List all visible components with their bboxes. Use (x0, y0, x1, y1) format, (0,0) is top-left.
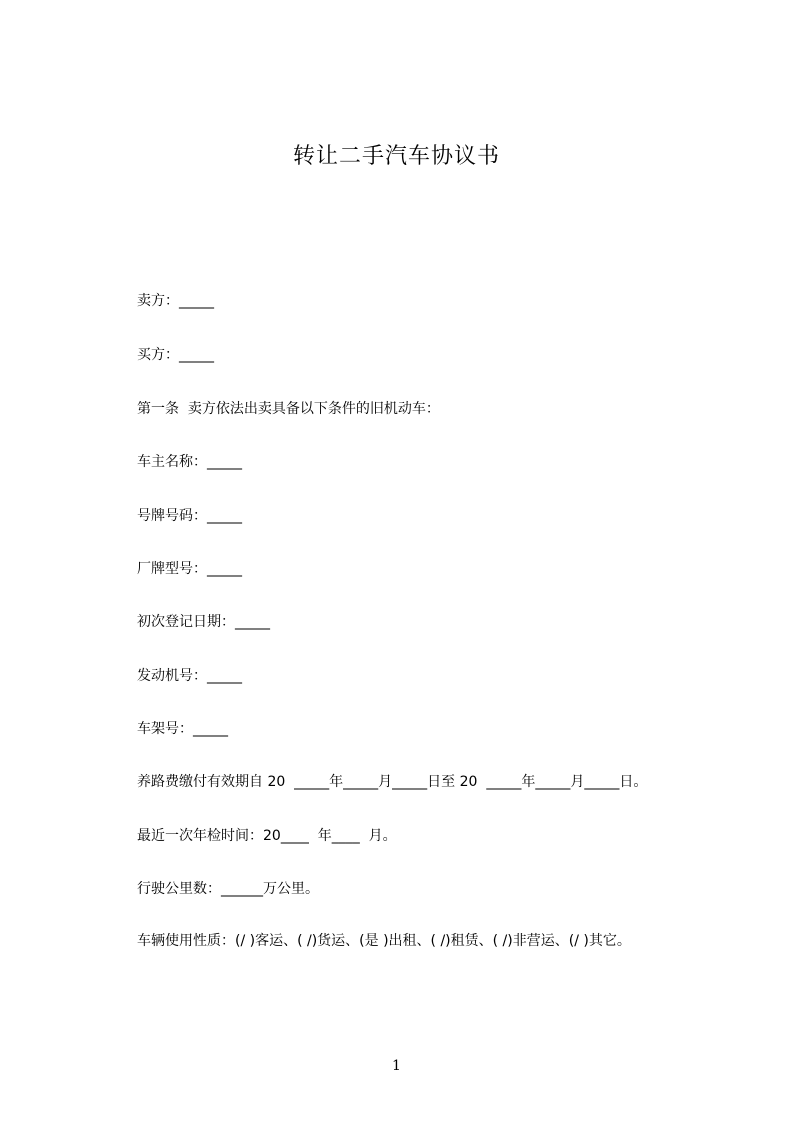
seller-line: 卖方：_____ (137, 293, 214, 309)
plate-number-line: 号牌号码：_____ (137, 508, 242, 524)
mileage-line: 行驶公里数：______万公里。 (137, 881, 319, 897)
first-registration-line: 初次登记日期：_____ (137, 614, 270, 630)
engine-number-line: 发动机号：_____ (137, 668, 242, 684)
brand-model-line: 厂牌型号：_____ (137, 561, 242, 577)
document-title: 转让二手汽车协议书 (292, 144, 500, 169)
usage-nature-paragraph: 车辆使用性质：(/ )客运、( /)货运、(是 )出租、( /)租赁、( /)非营运、(/ )其它。 (137, 933, 631, 949)
last-inspection-line: 最近一次年检时间：20____ 年____ 月。 (137, 828, 397, 844)
article-1-heading: 第一条 卖方依法出卖具备以下条件的旧机动车： (137, 401, 440, 417)
buyer-line: 买方：_____ (137, 347, 214, 363)
page-number: 1 (392, 1058, 401, 1074)
road-fee-period-line: 养路费缴付有效期自 20 _____年_____月_____日至 20 _____年_____月_____日。 (137, 774, 648, 790)
owner-name-line: 车主名称：_____ (137, 454, 242, 470)
frame-number-line: 车架号：_____ (137, 721, 228, 737)
